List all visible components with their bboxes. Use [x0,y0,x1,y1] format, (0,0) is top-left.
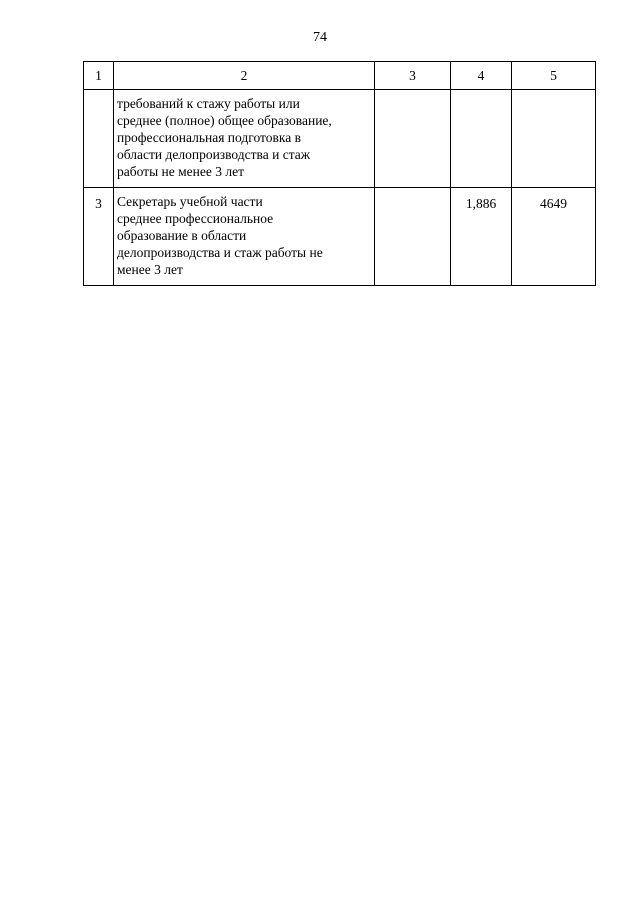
header-cell-5: 5 [512,62,596,90]
header-cell-4: 4 [451,62,512,90]
description-line: требований к стажу работы или [117,96,300,111]
col3-cell [375,90,451,188]
row-number-cell: 3 [84,188,114,286]
position-description-cell [114,188,375,286]
table-row [84,90,596,188]
coefficient-cell: 1,886 [451,188,512,286]
col3-cell [375,188,451,286]
description-line: области делопроизводства и стаж [117,147,311,162]
description-line: образование в области [117,228,247,243]
description-line: Секретарь учебной части [117,194,263,209]
header-cell-1: 1 [84,62,114,90]
position-description-cell [114,90,375,188]
description-line: делопроизводства и стаж работы не [117,245,323,260]
description-line: среднее (полное) общее образование, [117,113,332,128]
header-cell-2: 2 [114,62,375,90]
col5-cell [512,90,596,188]
salary-cell: 4649 [512,188,596,286]
description-line: профессиональная подготовка в [117,130,301,145]
page-number: 74 [313,30,327,45]
description-line: работы не менее 3 лет [117,164,244,179]
row-number-cell [84,90,114,188]
description-line: среднее профессиональное [117,211,274,226]
table-row [84,188,596,286]
table-header-row [84,62,596,90]
description-line: менее 3 лет [117,262,183,277]
col4-cell [451,90,512,188]
header-cell-3: 3 [375,62,451,90]
salary-table [83,61,596,286]
